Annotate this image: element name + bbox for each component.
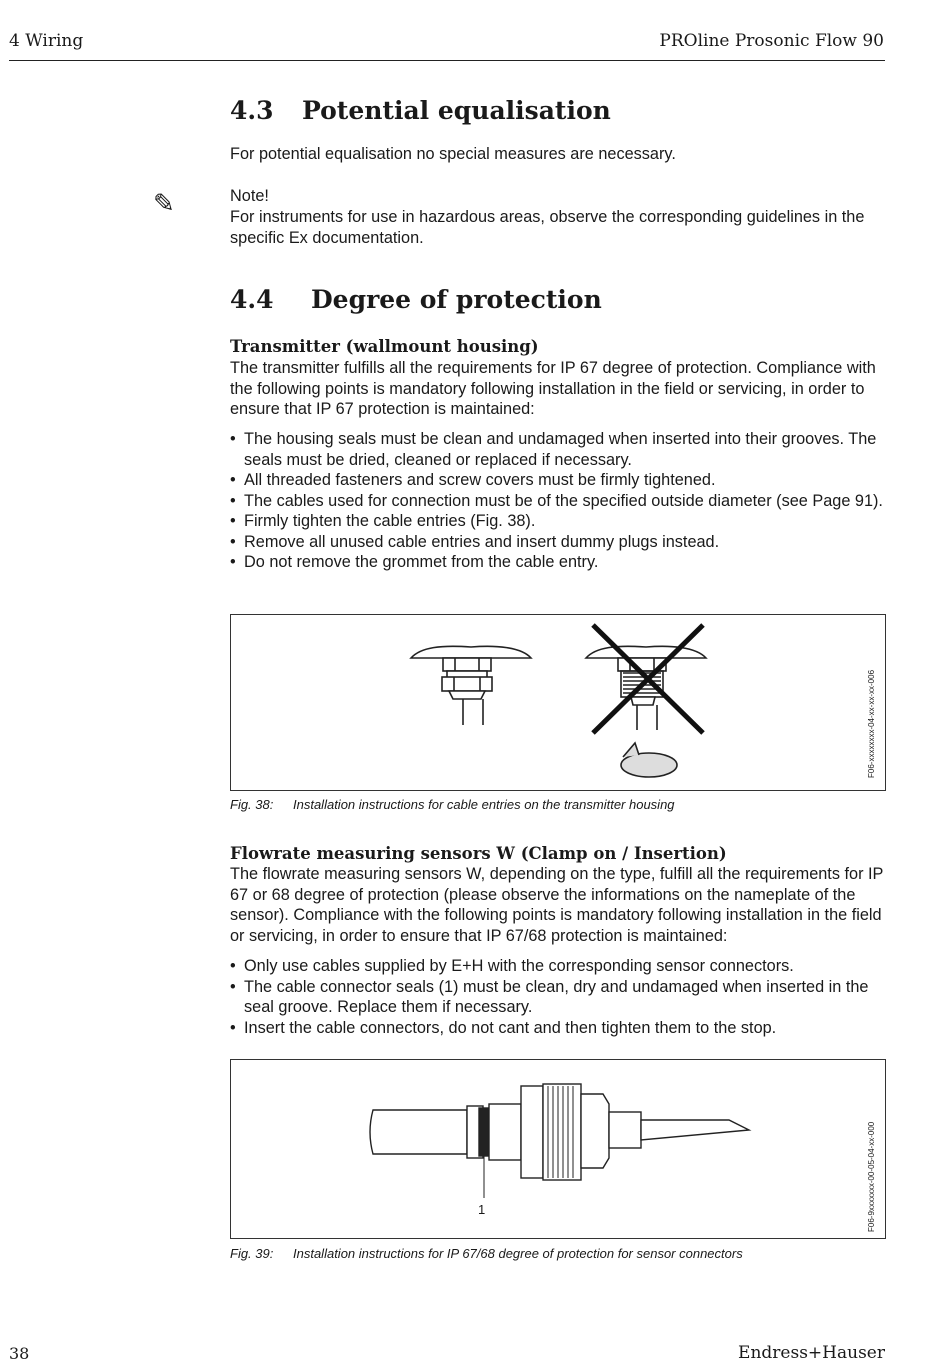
section-title: Potential equalisation — [302, 96, 611, 125]
figure-38-frame — [230, 614, 886, 791]
rotation-arrow-icon — [621, 753, 677, 777]
sensor-bullet-list — [230, 956, 885, 1038]
figure-39-caption — [230, 1246, 743, 1261]
paragraph-transmitter: The transmitter fulfills all the requirements for IP 67 degree of protection. Compliance with the following points is mandatory following installation in the field or servicing, in order to ensure that IP 67 protection is maintained: — [230, 359, 876, 418]
section-number: 4.3 — [230, 96, 274, 125]
cable — [641, 1120, 749, 1140]
connector-seal — [479, 1108, 489, 1156]
running-header-chapter: 4 Wiring — [9, 31, 84, 51]
header-rule — [9, 60, 885, 61]
transmitter-bullet-list — [230, 429, 885, 573]
section-heading-4-3 — [230, 96, 611, 125]
list-item: • Insert the cable connectors, do not cant and then tighten them to the stop. — [230, 1018, 885, 1039]
section-title: Degree of protection — [311, 285, 602, 314]
note-label: Note! — [230, 187, 269, 205]
list-item: • Firmly tighten the cable entries (Fig. 38). — [230, 511, 885, 532]
section-number: 4.4 — [230, 285, 274, 314]
list-item: • The housing seals must be clean and undamaged when inserted into their grooves. The seals must be dried, cleaned or replaced if necessary. — [230, 429, 885, 470]
housing-cap-right — [586, 646, 706, 658]
housing-cap-left — [411, 646, 531, 658]
sensor-connector-illustration — [231, 1060, 885, 1238]
list-item: • Remove all unused cable entries and insert dummy plugs instead. — [230, 532, 885, 553]
figure-39-code: F06-9xxxxxxx-00-05-04-xx-000 — [867, 1121, 876, 1232]
caption-text: Installation instructions for IP 67/68 degree of protection for sensor connectors — [293, 1246, 743, 1261]
page-number: 38 — [9, 1344, 30, 1363]
list-item: • All threaded fasteners and screw covers must be firmly tightened. — [230, 470, 885, 491]
paragraph-sensors: The flowrate measuring sensors W, depending on the type, fulfill all the requirements for IP 67 or 68 degree of protection (please observe the informations on the nameplate of the sensor). Compliance with the following points is mandatory following installation in the field or servicing, in order to ensure that IP 67/68 protection is maintained: — [230, 865, 884, 945]
caption-text: Installation instructions for cable entries on the transmitter housing — [293, 797, 675, 812]
cross-out-icon — [593, 625, 703, 733]
note-text: For instruments for use in hazardous areas, observe the corresponding guidelines in the specific Ex documentation. — [230, 208, 865, 247]
connector-pin — [370, 1110, 467, 1154]
gland-body-left — [442, 677, 492, 691]
list-item: • The cables used for connection must be of the specified outside diameter (see Page 91). — [230, 491, 885, 512]
figure-38-code: F06-xxxxxxxx-04-xx-xx-xx-006 — [867, 669, 876, 778]
callout-number: 1 — [478, 1202, 486, 1217]
figure-label: Fig. 38: — [230, 797, 274, 812]
connector-nut — [543, 1084, 581, 1180]
gland-nut-left — [443, 658, 491, 671]
list-item: • The cable connector seals (1) must be clean, dry and undamaged when inserted in the seal groove. Replace them if necessary. — [230, 977, 885, 1018]
list-item: • Do not remove the grommet from the cable entry. — [230, 552, 885, 573]
brand-logo: Endress+Hauser — [738, 1343, 885, 1363]
figure-label: Fig. 39: — [230, 1246, 274, 1261]
subheading-transmitter: Transmitter (wallmount housing) — [230, 337, 539, 356]
figure-39-frame — [230, 1059, 886, 1239]
paragraph-potential-equalisation: For potential equalisation no special measures are necessary. — [230, 145, 676, 163]
subheading-sensors: Flowrate measuring sensors W (Clamp on / Insertion) — [230, 844, 727, 863]
running-header-product: PROline Prosonic Flow 90 — [659, 31, 884, 51]
figure-38-caption — [230, 797, 675, 812]
cable-entry-illustration — [231, 615, 885, 790]
section-heading-4-4 — [230, 285, 602, 314]
list-item: • Only use cables supplied by E+H with the corresponding sensor connectors. — [230, 956, 885, 977]
pencil-icon: ✎ — [153, 188, 175, 218]
